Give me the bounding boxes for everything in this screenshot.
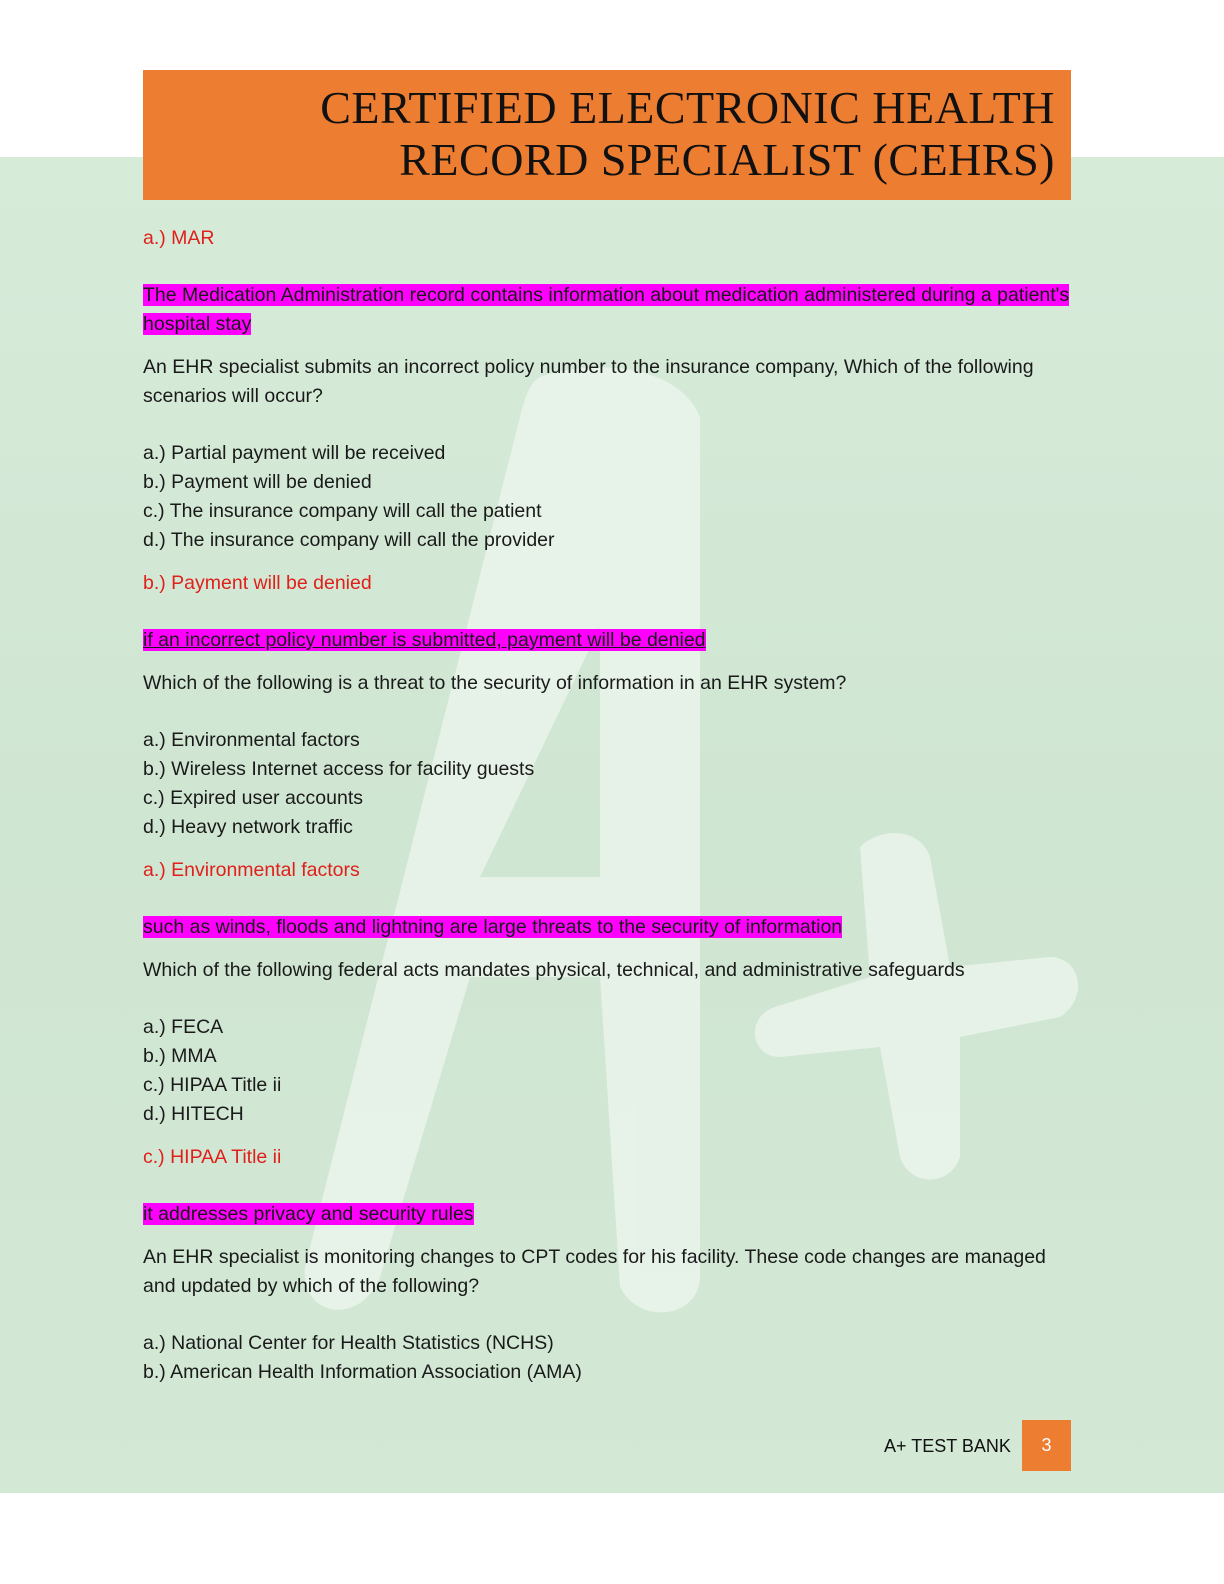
option: b.) MMA [143, 1045, 217, 1067]
option: a.) FECA [143, 1016, 224, 1038]
explanation-highlight: if an incorrect policy number is submitted, payment will be denied [143, 629, 706, 651]
question-content [143, 224, 1073, 1401]
answer-text: a.) MAR [143, 227, 215, 249]
option: d.) The insurance company will call the provider [143, 529, 555, 551]
answer-text: c.) HIPAA Title ii [143, 1146, 282, 1168]
page-number: 3 [1022, 1420, 1071, 1471]
option: b.) Payment will be denied [143, 471, 372, 493]
footer-label: A+ TEST BANK [884, 1436, 1011, 1456]
option: a.) National Center for Health Statistics (NCHS) [143, 1332, 554, 1354]
option: a.) Environmental factors [143, 729, 360, 751]
option: c.) Expired user accounts [143, 787, 364, 809]
header-title-line-1: CERTIFIED ELECTRONIC HEALTH [320, 82, 1055, 133]
question-text: Which of the following federal acts mandates physical, technical, and administrative safeguards [143, 959, 965, 981]
option: a.) Partial payment will be received [143, 442, 446, 464]
option: b.) Wireless Internet access for facility guests [143, 758, 535, 780]
explanation-highlight: The Medication Administration record contains information about medication administered during a patient's hospital stay [143, 284, 1070, 335]
explanation-highlight: it addresses privacy and security rules [143, 1203, 474, 1225]
question-text: An EHR specialist submits an incorrect policy number to the insurance company, Which of the following scenarios will occur? [143, 356, 1034, 407]
answer-text: a.) Environmental factors [143, 859, 360, 881]
header-title-line-2: RECORD SPECIALIST (CEHRS) [399, 134, 1055, 185]
option: c.) The insurance company will call the patient [143, 500, 542, 522]
document-header [143, 70, 1071, 200]
question-text: An EHR specialist is monitoring changes to CPT codes for his facility. These code changes are managed and updated by which of the following? [143, 1246, 1046, 1297]
option: d.) HITECH [143, 1103, 244, 1125]
answer-options [143, 439, 1073, 555]
answer-options [143, 726, 1073, 842]
option: c.) HIPAA Title ii [143, 1074, 282, 1096]
option: d.) Heavy network traffic [143, 816, 353, 838]
option: b.) American Health Information Association (AMA) [143, 1361, 582, 1383]
answer-options [143, 1329, 1073, 1387]
question-text: Which of the following is a threat to the security of information in an EHR system? [143, 672, 847, 694]
explanation-highlight: such as winds, floods and lightning are large threats to the security of information [143, 916, 843, 938]
answer-text: b.) Payment will be denied [143, 572, 372, 594]
answer-options [143, 1013, 1073, 1129]
